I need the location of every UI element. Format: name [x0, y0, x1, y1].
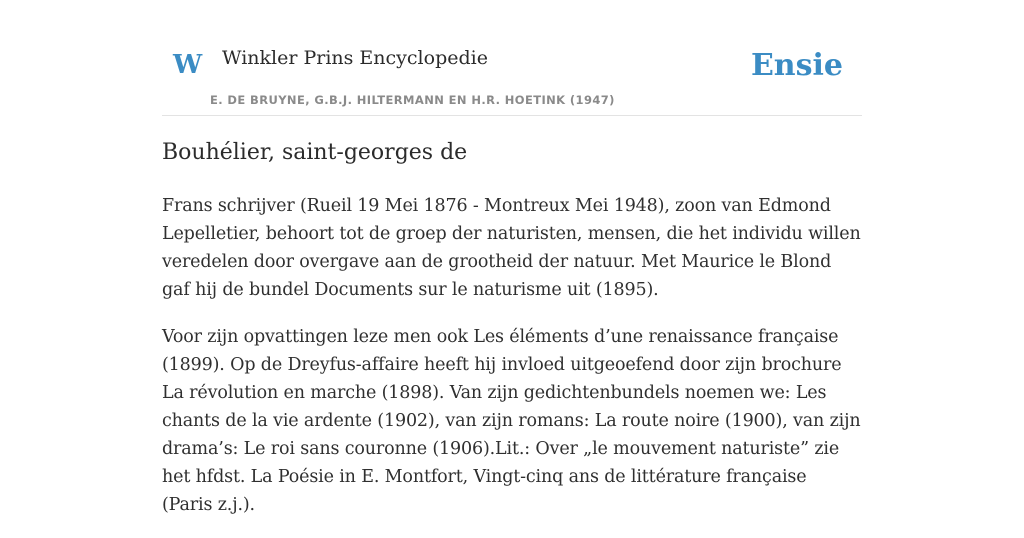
article-paragraph: Voor zijn opvattingen leze men ook Les éléments d’une renaissance française (1899). Op de Dreyfus-affaire heeft hij invloed uitgeoefend door zijn brochure La révolution en marche (1898). Van zijn gedichtenbundels noemen we: Les chants de la vie ardente (1902), van zijn romans: La route noire (1900), van zijn drama’s: Le roi sans couronne (1906).Lit.: Over „le mouvement naturiste” zie het hfdst. La Poésie in E. Montfort, Vingt-cinq ans de littérature française (Paris z.j.).: [162, 327, 861, 515]
source-authors: E. DE BRUYNE, G.B.J. HILTERMANN EN H.R. HOETINK (1947): [210, 93, 615, 107]
source-title[interactable]: Winkler Prins Encyclopedie: [222, 47, 488, 69]
page-container: [162, 0, 862, 515]
article-body: [162, 192, 862, 538]
source-header: [162, 0, 862, 116]
ensie-logo[interactable]: Ensie: [750, 48, 843, 83]
article-paragraph: Frans schrijver (Rueil 19 Mei 1876 - Montreux Mei 1948), zoon van Edmond Lepelletier, behoort tot de groep der naturisten, mensen, die het individu willen veredelen door overgave aan de grootheid der natuur. Met Maurice le Blond gaf hij de bundel Documents sur le naturisme uit (1895).: [162, 196, 861, 300]
page-title: Bouhélier, saint-georges de: [162, 140, 468, 165]
source-logo[interactable]: W: [173, 50, 203, 80]
